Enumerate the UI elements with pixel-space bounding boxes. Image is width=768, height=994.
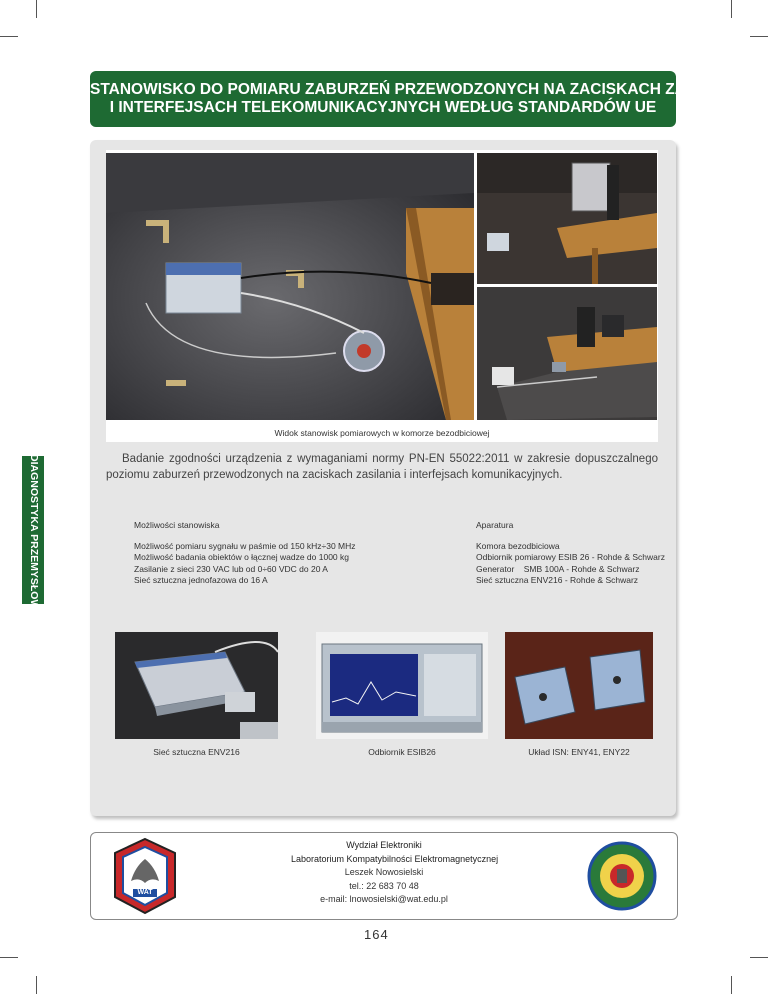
equipment-item: Generator SMB 100A - Rohde & Schwarz bbox=[476, 563, 640, 574]
contact-phone: tel.: 22 683 70 48 bbox=[349, 880, 419, 891]
capability-item: Zasilanie z sieci 230 VAC lub od 0÷60 VDC do 20 A bbox=[134, 563, 328, 574]
capability-item: Możliwość badania obiektów o łącznej wadze do 1000 kg bbox=[134, 552, 349, 562]
capabilities-title: Możliwości stanowiska bbox=[134, 520, 220, 530]
contact-email[interactable]: e-mail: lnowosielski@wat.edu.pl bbox=[320, 894, 448, 904]
contact-person: Leszek Nowosielski bbox=[344, 867, 424, 877]
chamber-photo-right-top bbox=[477, 153, 657, 284]
contact-info bbox=[291, 839, 499, 907]
description-text: Badanie zgodności urządzenia z wymaganiami normy PN-EN 55022:2011 w zakresie dopuszczalnego poziomu zaburzeń przewodzonych na zaciskach zasilania i interfejsach komunikacyjnych. bbox=[106, 453, 658, 481]
crop-mark bbox=[36, 0, 37, 18]
page-header bbox=[90, 71, 748, 127]
wat-logo-text: WAT bbox=[137, 889, 153, 896]
lab-emblem bbox=[587, 841, 657, 911]
chamber-photo-right-bottom bbox=[477, 287, 657, 420]
capability-item: Sieć sztuczna jednofazowa do 16 A bbox=[134, 575, 268, 585]
esib26-caption: Odbiornik ESIB26 bbox=[368, 747, 436, 757]
department-name: Wydział Elektroniki bbox=[346, 840, 422, 850]
env216-caption: Sieć sztuczna ENV216 bbox=[153, 747, 240, 757]
crop-mark bbox=[36, 976, 37, 994]
crop-mark bbox=[731, 976, 732, 994]
equipment-item: Odbiornik pomiarowy ESIB 26 - Rohde & Schwarz bbox=[476, 552, 665, 562]
crop-mark bbox=[0, 957, 18, 958]
wat-logo bbox=[111, 837, 179, 915]
crop-mark bbox=[0, 36, 18, 37]
chamber-photo-left bbox=[106, 153, 474, 420]
equipment-item: Sieć sztuczna ENV216 - Rohde & Schwarz bbox=[476, 575, 639, 585]
header-line-1: STANOWISKO DO POMIARU ZABURZEŃ PRZEWODZONYCH NA ZACISKACH ZASILANIA bbox=[90, 81, 748, 98]
page-number: 164 bbox=[364, 927, 389, 942]
crop-mark bbox=[731, 0, 732, 18]
equipment-title: Aparatura bbox=[476, 520, 514, 530]
esib26-photo bbox=[316, 632, 488, 739]
equipment-column bbox=[476, 520, 666, 587]
top-photo-caption: Widok stanowisk pomiarowych w komorze bezodbiciowej bbox=[274, 428, 490, 438]
crop-mark bbox=[750, 36, 768, 37]
lab-name: Laboratorium Kompatybilności Elektromagnetycznej bbox=[291, 853, 499, 864]
sidebar-label: DIAGNOSTYKA PRZEMYSŁOWA bbox=[28, 454, 40, 617]
isn-photo bbox=[505, 632, 653, 739]
header-line-2: I INTERFEJSACH TELEKOMUNIKACYJNYCH WEDŁUG STANDARDÓW UE bbox=[109, 99, 657, 116]
crop-mark bbox=[750, 957, 768, 958]
capability-item: Możliwość pomiaru sygnału w paśmie od 150 kHz÷30 MHz bbox=[134, 540, 356, 551]
section-sidebar bbox=[22, 454, 44, 617]
env216-photo bbox=[115, 632, 278, 739]
capabilities-column bbox=[134, 520, 434, 587]
equipment-item: Komora bezodbiciowa bbox=[476, 540, 560, 551]
isn-caption: Układ ISN: ENY41, ENY22 bbox=[528, 747, 630, 757]
contact-footer bbox=[90, 832, 678, 920]
